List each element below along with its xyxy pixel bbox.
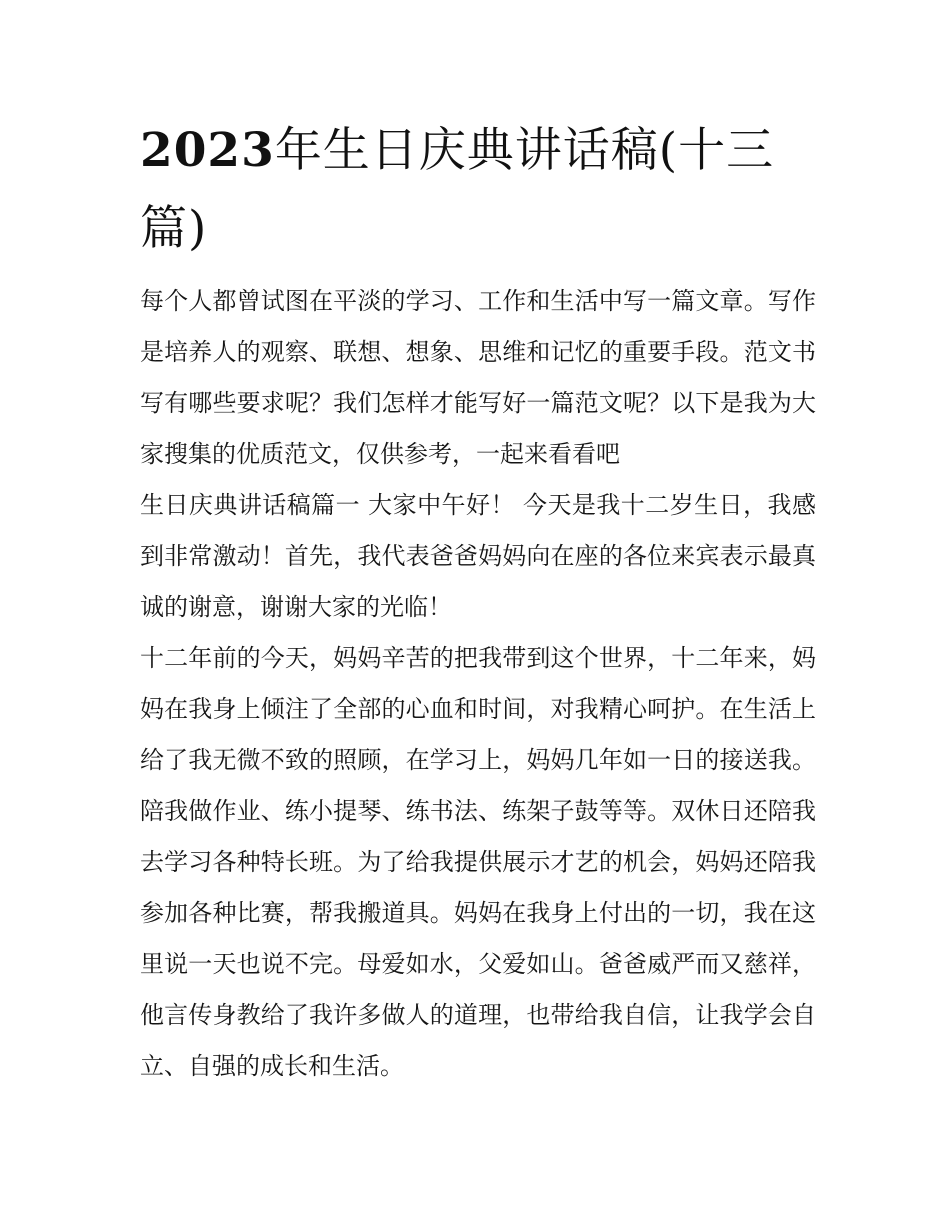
document-title [140, 112, 820, 268]
speech-opening-paragraph: 生日庆典讲话稿篇一 大家中午好！ 今天是我十二岁生日，我感到非常激动！首先，我代表爸爸妈妈向在座的各位来宾表示最真诚的谢意，谢谢大家的光临！ [140, 491, 816, 621]
speech-body-paragraph: 十二年前的今天，妈妈辛苦的把我带到这个世界，十二年来，妈妈在我身上倾注了全部的心血和时间，对我精心呵护。在生活上给了我无微不致的照顾，在学习上，妈妈几年如一日的接送我。陪我做作业、练小提琴、练书法、练架子鼓等等。双休日还陪我去学习各种特长班。为了给我提供展示才艺的机会，妈妈还陪我参加各种比赛，帮我搬道具。妈妈在我身上付出的一切，我在这里说一天也说不完。母爱如水，父爱如山。爸爸威严而又慈祥，他言传身教给了我许多做人的道理，也带给我自信，让我学会自立、自强的成长和生活。 [140, 644, 816, 1080]
title-text: 年生日庆典讲话稿(十三篇) [140, 123, 775, 256]
document-body [140, 276, 816, 1092]
title-year: 2023 [140, 123, 275, 178]
intro-paragraph: 每个人都曾试图在平淡的学习、工作和生活中写一篇文章。写作是培养人的观察、联想、想象、思维和记忆的重要手段。范文书写有哪些要求呢？我们怎样才能写好一篇范文呢？以下是我为大家搜集的优质范文，仅供参考，一起来看看吧 [140, 287, 816, 468]
